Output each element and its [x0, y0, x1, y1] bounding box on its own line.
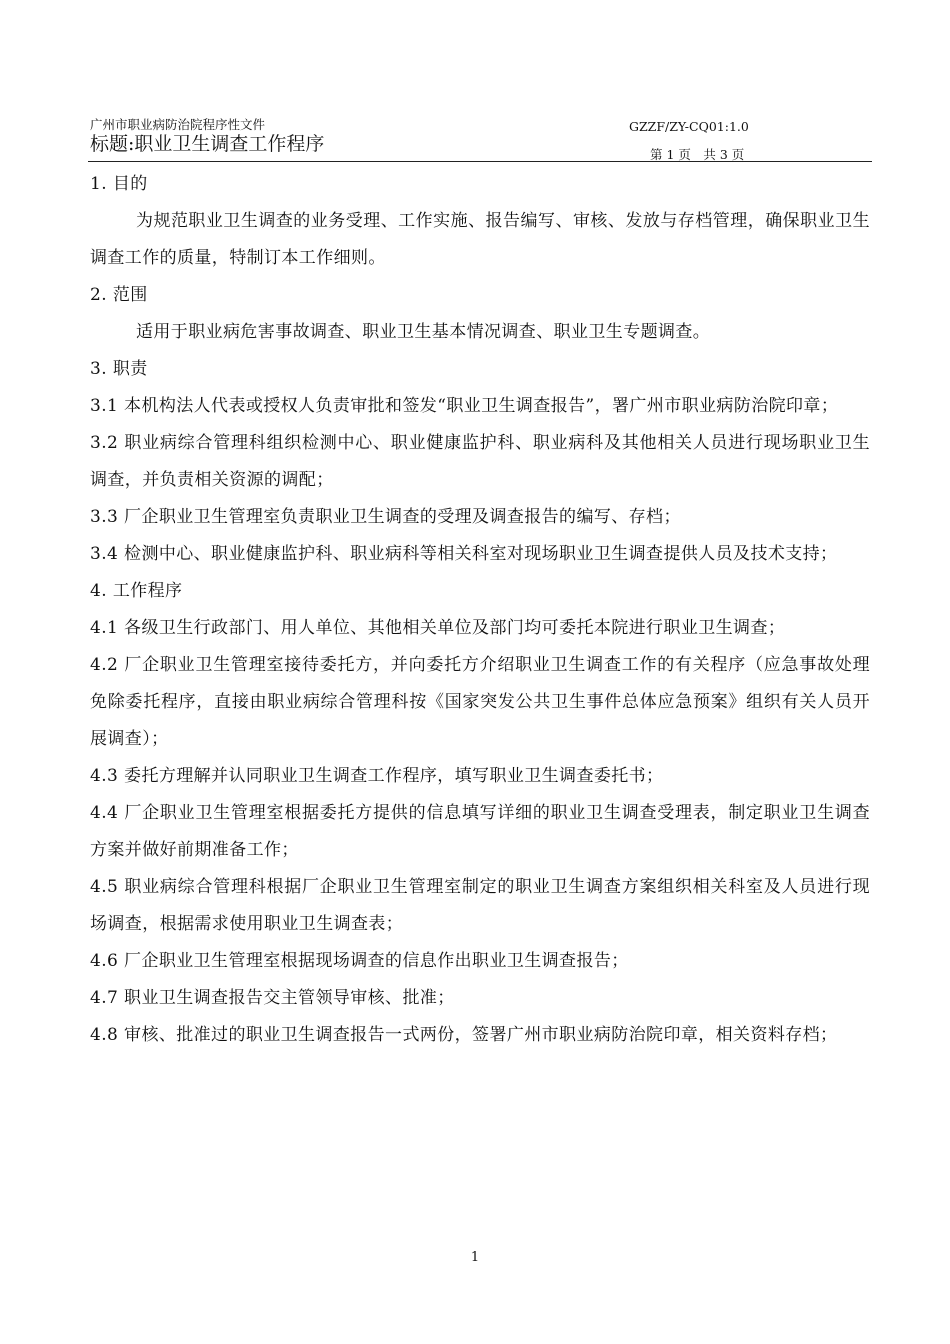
clause-3-1: 3.1 本机构法人代表或授权人负责审批和签发“职业卫生调查报告”，署广州市职业病防治院印章；	[90, 396, 839, 416]
section-heading-purpose: 1. 目的	[90, 174, 148, 194]
page-number: 1	[470, 1250, 480, 1265]
paragraph-purpose: 为规范职业卫生调查的业务受理、工作实施、报告编写、审核、发放与存档管理，确保职业卫生调查工作的质量，特制订本工作细则。	[90, 211, 870, 268]
section-heading-responsibilities: 3. 职责	[90, 359, 148, 379]
paragraph-scope: 适用于职业病危害事故调查、职业卫生基本情况调查、职业卫生专题调查。	[136, 322, 711, 342]
document-number: GZZF/ZY-CQ01:1.0	[629, 119, 749, 134]
section-heading-procedure: 4. 工作程序	[90, 581, 183, 601]
clause-4-6: 4.6 厂企职业卫生管理室根据现场调查的信息作出职业卫生调查报告；	[90, 951, 629, 971]
document-title: 标题:职业卫生调查工作程序	[90, 133, 325, 155]
organization-name: 广州市职业病防治院程序性文件	[90, 117, 266, 132]
page-info: 第 1 页 共 3 页	[650, 147, 745, 162]
document-body	[90, 166, 870, 1054]
section-heading-scope: 2. 范围	[90, 285, 148, 305]
clause-3-2: 3.2 职业病综合管理科组织检测中心、职业健康监护科、职业病科及其他相关人员进行现场职业卫生调查，并负责相关资源的调配；	[90, 433, 870, 490]
clause-4-3: 4.3 委托方理解并认同职业卫生调查工作程序，填写职业卫生调查委托书；	[90, 766, 664, 786]
clause-3-3: 3.3 厂企职业卫生管理室负责职业卫生调查的受理及调查报告的编写、存档；	[90, 507, 681, 527]
clause-4-7: 4.7 职业卫生调查报告交主管领导审核、批准；	[90, 988, 455, 1008]
clause-4-8: 4.8 审核、批准过的职业卫生调查报告一式两份，签署广州市职业病防治院印章，相关资料存档；	[90, 1025, 838, 1045]
clause-3-4: 3.4 检测中心、职业健康监护科、职业病科等相关科室对现场职业卫生调查提供人员及技术支持；	[90, 544, 838, 564]
header-divider	[88, 161, 872, 162]
clause-4-5: 4.5 职业病综合管理科根据厂企职业卫生管理室制定的职业卫生调查方案组织相关科室及人员进行现场调查，根据需求使用职业卫生调查表；	[90, 877, 870, 934]
clause-4-2: 4.2 厂企职业卫生管理室接待委托方，并向委托方介绍职业卫生调查工作的有关程序（应急事故处理免除委托程序，直接由职业病综合管理科按《国家突发公共卫生事件总体应急预案》组织有关人员开展调查）；	[90, 655, 870, 749]
clause-4-4: 4.4 厂企职业卫生管理室根据委托方提供的信息填写详细的职业卫生调查受理表，制定职业卫生调查方案并做好前期准备工作；	[90, 803, 870, 860]
document-header	[90, 114, 872, 164]
clause-4-1: 4.1 各级卫生行政部门、用人单位、其他相关单位及部门均可委托本院进行职业卫生调查；	[90, 618, 786, 638]
